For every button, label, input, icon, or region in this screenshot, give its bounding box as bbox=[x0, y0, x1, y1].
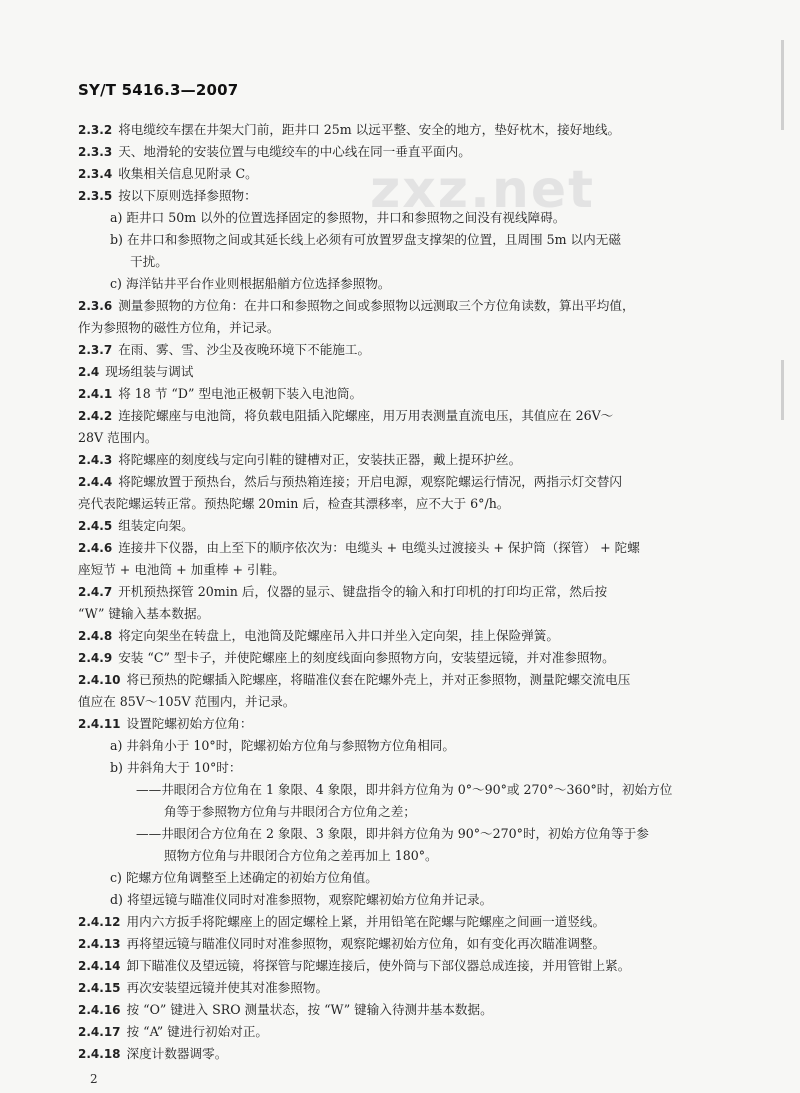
clause-text: 干扰。 bbox=[130, 254, 168, 269]
clause-text: 安装 “C” 型卡子，并使陀螺座上的刻度线面向参照物方向，安装望远镜，并对准参照物。 bbox=[118, 650, 615, 665]
clause-number: 2.4.3 bbox=[78, 453, 113, 467]
list-item bbox=[110, 870, 378, 886]
section-heading bbox=[78, 364, 193, 380]
clause-line bbox=[78, 122, 620, 138]
clause-number: 2.4.10 bbox=[78, 673, 121, 687]
clause-number: 2.4.8 bbox=[78, 629, 113, 643]
clause-text: 开机预热探管 20min 后，仪器的显示、键盘指令的输入和打印机的打印均正常，然后按 bbox=[118, 584, 608, 599]
clause-number: 2.4.6 bbox=[78, 541, 113, 555]
clause-number: 2.4.1 bbox=[78, 387, 113, 401]
clause-text: 将陀螺座的刻度线与定向引鞋的键槽对正，安装扶正器，戴上提环护丝。 bbox=[118, 452, 522, 467]
clause-line bbox=[78, 980, 328, 996]
clause-text: b) 在井口和参照物之间或其延长线上必须有可放置罗盘支撑架的位置，且周围 5m 以内无磁 bbox=[110, 232, 621, 247]
clause-text: 将陀螺放置于预热台，然后与预热箱连接；开启电源，观察陀螺运行情况，两指示灯交替闪 bbox=[118, 474, 622, 489]
clause-text: 连接陀螺座与电池筒，将负载电阻插入陀螺座，用万用表测量直流电压，其值应在 26V～ bbox=[118, 408, 614, 423]
clause-text: 收集相关信息见附录 C。 bbox=[118, 166, 258, 181]
clause-line bbox=[78, 1002, 493, 1018]
clause-text: c) 海洋钻井平台作业则根据船艏方位选择参照物。 bbox=[110, 276, 391, 291]
clause-line bbox=[78, 540, 640, 556]
binding-edge-mark bbox=[781, 360, 784, 420]
clause-continuation bbox=[78, 430, 158, 446]
standard-number: SY/T 5416.3—2007 bbox=[78, 81, 239, 99]
clause-line bbox=[78, 408, 613, 424]
clause-text: 再次安装望远镜并使其对准参照物。 bbox=[126, 980, 329, 995]
clause-number: 2.4.5 bbox=[78, 519, 113, 533]
clause-text: 将电缆绞车摆在井架大门前，距井口 25m 以远平整、安全的地方，垫好枕木，接好地线。 bbox=[118, 122, 621, 137]
list-item bbox=[110, 232, 621, 248]
clause-line bbox=[78, 298, 635, 314]
clause-number: 2.3.5 bbox=[78, 189, 113, 203]
clause-line bbox=[78, 716, 252, 732]
section-title: 现场组装与调试 bbox=[105, 364, 194, 379]
clause-number: 2.3.7 bbox=[78, 343, 113, 357]
clause-number: 2.4.7 bbox=[78, 585, 113, 599]
clause-text: 将定向架坐在转盘上，电池筒及陀螺座吊入井口并坐入定向架，挂上保险弹簧。 bbox=[118, 628, 559, 643]
clause-line bbox=[78, 650, 615, 666]
clause-text: 测量参照物的方位角：在井口和参照物之间或参照物以远测取三个方位角读数，算出平均值， bbox=[118, 298, 635, 313]
clause-line bbox=[78, 936, 605, 952]
section-number: 2.4 bbox=[78, 365, 100, 379]
clause-continuation bbox=[78, 320, 280, 336]
clause-number: 2.3.4 bbox=[78, 167, 113, 181]
clause-text: 组装定向架。 bbox=[118, 518, 194, 533]
clause-text: 卸下瞄准仪及望远镜，将探管与陀螺连接后，使外筒与下部仪器总成连接，并用管钳上紧。 bbox=[126, 958, 631, 973]
clause-text: 连接井下仪器，由上至下的顺序依次为：电缆头 + 电缆头过渡接头 + 保护筒（探管） + 陀螺 bbox=[118, 540, 640, 555]
clause-number: 2.4.16 bbox=[78, 1003, 121, 1017]
clause-continuation bbox=[78, 606, 209, 622]
clause-text: 设置陀螺初始方位角： bbox=[126, 716, 253, 731]
binding-edge-mark bbox=[781, 40, 784, 130]
clause-text: 在雨、雾、雪、沙尘及夜晚环境下不能施工。 bbox=[118, 342, 371, 357]
clause-number: 2.4.4 bbox=[78, 475, 113, 489]
clause-number: 2.3.6 bbox=[78, 299, 113, 313]
list-item bbox=[110, 760, 241, 776]
dash-item bbox=[136, 826, 649, 842]
clause-text: c) 陀螺方位角调整至上述确定的初始方位角值。 bbox=[110, 870, 378, 885]
clause-number: 2.3.3 bbox=[78, 145, 113, 159]
clause-line bbox=[78, 518, 194, 534]
clause-number: 2.4.18 bbox=[78, 1047, 121, 1061]
clause-number: 2.4.15 bbox=[78, 981, 121, 995]
list-item bbox=[110, 210, 565, 226]
list-item-continuation bbox=[130, 254, 168, 270]
clause-line bbox=[78, 914, 605, 930]
clause-line bbox=[78, 1024, 268, 1040]
list-item bbox=[110, 892, 492, 908]
clause-line bbox=[78, 166, 258, 182]
list-item bbox=[110, 738, 455, 754]
clause-line bbox=[78, 584, 607, 600]
clause-number: 2.4.17 bbox=[78, 1025, 121, 1039]
clause-number: 2.4.11 bbox=[78, 717, 121, 731]
clause-number: 2.4.2 bbox=[78, 409, 113, 423]
clause-text: “W” 键输入基本数据。 bbox=[78, 606, 210, 621]
clause-line bbox=[78, 386, 362, 402]
clause-text: 按 “O” 键进入 SRO 测量状态，按 “W” 键输入待测井基本数据。 bbox=[126, 1002, 493, 1017]
clause-text: 将已预热的陀螺插入陀螺座，将瞄准仪套在陀螺外壳上，并对正参照物，测量陀螺交流电压 bbox=[126, 672, 631, 687]
clause-text: a) 距井口 50m 以外的位置选择固定的参照物，井口和参照物之间没有视线障碍。 bbox=[110, 210, 566, 225]
list-item bbox=[110, 276, 390, 292]
clause-text: 深度计数器调零。 bbox=[126, 1046, 228, 1061]
clause-line bbox=[78, 958, 630, 974]
clause-continuation bbox=[78, 496, 509, 512]
clause-line bbox=[78, 474, 622, 490]
clause-text: 照物方位角与井眼闭合方位角之差再加上 180°。 bbox=[164, 848, 438, 863]
clause-text: 角等于参照物方位角与井眼闭合方位角之差； bbox=[164, 804, 416, 819]
page-number: 2 bbox=[90, 1072, 98, 1086]
clause-text: 天、地滑轮的安装位置与电缆绞车的中心线在同一垂直平面内。 bbox=[118, 144, 471, 159]
clause-number: 2.4.12 bbox=[78, 915, 121, 929]
dash-item-continuation bbox=[164, 848, 438, 864]
clause-line bbox=[78, 188, 257, 204]
clause-text: 作为参照物的磁性方位角，并记录。 bbox=[78, 320, 280, 335]
clause-text: b) 井斜角大于 10°时： bbox=[110, 760, 242, 775]
dash-item bbox=[136, 782, 672, 798]
dash-item-continuation bbox=[164, 804, 416, 820]
clause-text: d) 将望远镜与瞄准仪同时对准参照物，观察陀螺初始方位角并记录。 bbox=[110, 892, 493, 907]
clause-number: 2.4.9 bbox=[78, 651, 113, 665]
watermark: zxz.net bbox=[370, 160, 595, 220]
clause-number: 2.4.13 bbox=[78, 937, 121, 951]
clause-continuation bbox=[78, 694, 295, 710]
clause-text: ——井眼闭合方位角在 1 象限、4 象限，即井斜方位角为 0°～90°或 270°～360°时，初始方位 bbox=[136, 782, 673, 797]
clause-text: 按以下原则选择参照物： bbox=[118, 188, 257, 203]
clause-text: ——井眼闭合方位角在 2 象限、3 象限，即井斜方位角为 90°～270°时，初始方位角等于参 bbox=[136, 826, 649, 841]
clause-text: 按 “A” 键进行初始对正。 bbox=[126, 1024, 269, 1039]
clause-text: 值应在 85V～105V 范围内，并记录。 bbox=[78, 694, 296, 709]
clause-text: 再将望远镜与瞄准仪同时对准参照物，观察陀螺初始方位角，如有变化再次瞄准调整。 bbox=[126, 936, 606, 951]
clause-number: 2.3.2 bbox=[78, 123, 113, 137]
clause-text: 亮代表陀螺运转正常。预热陀螺 20min 后，检查其漂移率，应不大于 6°/h。 bbox=[78, 496, 510, 511]
clause-text: 28V 范围内。 bbox=[78, 430, 158, 445]
clause-continuation bbox=[78, 562, 285, 578]
clause-line bbox=[78, 452, 521, 468]
clause-text: 用内六方扳手将陀螺座上的固定螺栓上紧，并用铅笔在陀螺与陀螺座之间画一道竖线。 bbox=[126, 914, 606, 929]
clause-line bbox=[78, 628, 559, 644]
clause-line bbox=[78, 1046, 227, 1062]
clause-line bbox=[78, 144, 471, 160]
clause-line bbox=[78, 672, 630, 688]
clause-text: 将 18 节 “D” 型电池正极朝下装入电池筒。 bbox=[118, 386, 363, 401]
clause-text: 座短节 + 电池筒 + 加重棒 + 引鞋。 bbox=[78, 562, 285, 577]
clause-line bbox=[78, 342, 370, 358]
clause-number: 2.4.14 bbox=[78, 959, 121, 973]
clause-text: a) 井斜角小于 10°时，陀螺初始方位角与参照物方位角相同。 bbox=[110, 738, 455, 753]
